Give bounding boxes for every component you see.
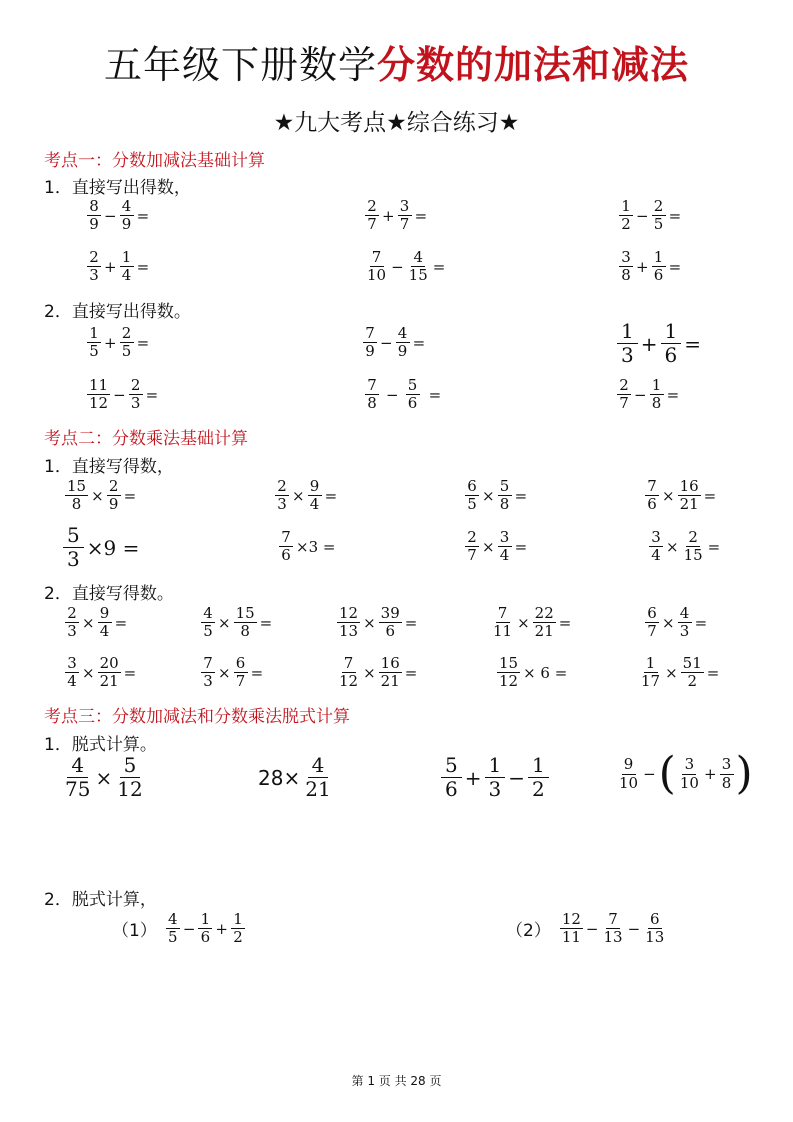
expr-s1q1-3: 1 2 − $\frac{2}{5}$ = [618, 198, 683, 234]
fraction: 2 3 [87, 249, 101, 285]
fraction: $\frac{2}{5}$ [120, 325, 134, 361]
fraction: $\frac{6}{5}$ [465, 478, 479, 514]
expr-s1q2-6: 2 7 − $\frac{1}{8}$ = [616, 377, 681, 413]
expr-s2q1-1: $\frac{15}{8}$ × $\frac{2}{9}$ = [67, 477, 137, 514]
fraction: $\frac{3}{8}$ [720, 756, 734, 792]
fraction: $\frac{7}{6}$ [279, 529, 293, 565]
expr-s1q1-1: 8 9 − $\frac{4}{9}$ = [86, 198, 151, 234]
section-heading-2: 考点二：分数乘法基础计算 [44, 429, 248, 449]
fraction: $\frac{15}{8}$ [67, 477, 87, 514]
fraction: 11 12 [89, 376, 109, 413]
fraction: $\frac{20}{21}$ [99, 654, 119, 691]
fraction: $\frac{51}{2}$ [682, 654, 702, 691]
expr-s1q1-6: 3 8 + $\frac{1}{6}$ = [618, 249, 683, 285]
fraction: 3 10 [679, 755, 699, 792]
expr-s1q1-5: 7 10 − $\frac{4}{15}$ = [367, 248, 446, 285]
fraction: $\frac{4}{9}$ [120, 198, 134, 234]
fraction: 7 9 [363, 325, 377, 361]
left-paren: ( [658, 748, 676, 799]
fraction: $\frac{2}{3}$ [65, 605, 79, 641]
fraction: 7 8 [365, 377, 379, 413]
expr-s3q1-4: 9 10 − ( 3 10 + $\frac{3}{8}$ ) [619, 748, 753, 799]
fraction: $\frac{15}{12}$ [499, 654, 519, 691]
fraction: $\frac{7}{12}$ [339, 654, 359, 691]
expr-s3q1-3: 5 6 + $\frac{1}{3}$ − $\frac{1}{2}$ [440, 754, 550, 801]
fraction: $\frac{9}{4}$ [98, 605, 112, 641]
fraction: 3 8 [619, 249, 633, 285]
fraction: 4 5 [166, 911, 180, 947]
fraction: $\frac{15}{8}$ [235, 604, 255, 641]
fraction: $\frac{4}{21}$ [305, 753, 331, 801]
fraction: 2 7 [617, 377, 631, 413]
expr-s1q2-3: 1 3 + $\frac{1}{6}$ = [616, 320, 703, 367]
expr-s3q1-1: $\frac{4}{75}$ × $\frac{5}{12}$ [65, 753, 143, 801]
question-2-2: 2．直接写得数。 [44, 584, 174, 604]
question-3-1: 1．脱式计算。 [44, 735, 157, 755]
fraction: 5 6 [441, 754, 462, 801]
fraction: $\frac{9}{4}$ [308, 478, 322, 514]
fraction: $\frac{2}{5}$ [652, 198, 666, 234]
right-paren: ) [735, 748, 753, 799]
fraction: $\frac{5}{8}$ [498, 478, 512, 514]
fraction: $\frac{1}{6}$ [198, 911, 212, 947]
expr-s2q1-5: $\frac{5}{3}$ ×9 = [62, 524, 141, 571]
fraction: $\frac{22}{21}$ [534, 604, 554, 641]
expr-s2q1-2: $\frac{2}{3}$ × $\frac{9}{4}$ = [274, 478, 339, 514]
fraction: $\frac{7}{13}$ [603, 910, 623, 947]
expr-s3q2-2: （2） 12 11 − $\frac{7}{13}$ − $\frac{6}{13}$ [506, 910, 665, 947]
fraction: $\frac{12}{13}$ [339, 604, 359, 641]
page-number: 第 1 页 共 28 页 [351, 1074, 442, 1088]
expr-s2q1-4: $\frac{7}{6}$ × $\frac{16}{21}$ = [644, 478, 718, 514]
fraction: $\frac{2}{9}$ [107, 478, 121, 514]
fraction: $\frac{1}{2}$ [528, 754, 549, 801]
fraction: $\frac{4}{75}$ [65, 753, 91, 801]
fraction: $\frac{5}{12}$ [117, 753, 143, 801]
fraction: $\frac{16}{21}$ [380, 654, 400, 691]
expr-s1q2-2: 7 9 − $\frac{4}{9}$ = [362, 325, 427, 361]
expr-s1q1-2: 2 7 + $\frac{3}{7}$ = [364, 198, 429, 234]
fraction: $\frac{39}{6}$ [380, 604, 400, 641]
fraction: $\frac{2}{7}$ [465, 529, 479, 565]
fraction: $\frac{4}{3}$ [678, 605, 692, 641]
fraction: $\frac{4}{5}$ [201, 605, 215, 641]
fraction: $\frac{1}{2}$ [231, 911, 245, 947]
expr-s3q2-1: （1） 4 5 − $\frac{1}{6}$ + $\frac{1}{2}$ [112, 911, 246, 947]
expr-s2q2-1: $\frac{2}{3}$ × $\frac{9}{4}$ = [64, 605, 129, 641]
question-2-1: 1．直接写得数， [44, 457, 174, 477]
expr-s2q2-5: $\frac{6}{7}$ × $\frac{4}{3}$ = [644, 605, 709, 641]
fraction: $\frac{2}{3}$ [129, 377, 143, 413]
fraction: $\frac{1}{3}$ [485, 754, 506, 801]
expr-s3q1-2: 28× $\frac{4}{21}$ [258, 753, 331, 801]
fraction: $\frac{1}{17}$ [641, 654, 661, 691]
expr-s2q2-8: $\frac{7}{12}$ × $\frac{16}{21}$ = [339, 654, 418, 691]
fraction: $\frac{1}{6}$ [652, 249, 666, 285]
expr-s1q2-1: 1 5 + $\frac{2}{5}$ = [86, 325, 151, 361]
page-title: 五年级下册数学分数的加法和减法 [103, 43, 690, 87]
expr-s2q1-7: $\frac{2}{7}$ × $\frac{3}{4}$ = [464, 529, 529, 565]
fraction: $\frac{6}{13}$ [645, 910, 665, 947]
expr-s1q2-4: 11 12 − $\frac{2}{3}$ = [89, 376, 159, 413]
fraction: 12 11 [561, 910, 581, 947]
question-3-2: 2．脱式计算， [44, 890, 157, 910]
fraction: $\frac{3}{4}$ [649, 529, 663, 565]
expr-s2q2-6: $\frac{3}{4}$ × $\frac{20}{21}$ = [64, 655, 138, 691]
fraction: $\frac{1}{6}$ [661, 320, 682, 367]
fraction: 9 10 [619, 755, 639, 792]
fraction: $\frac{1}{8}$ [650, 377, 664, 413]
fraction: $\frac{4}{9}$ [396, 325, 410, 361]
fraction: $\frac{1}{4}$ [120, 249, 134, 285]
fraction: 1 2 [619, 198, 633, 234]
fraction: $\frac{3}{4}$ [65, 655, 79, 691]
fraction: $\frac{2}{3}$ [275, 478, 289, 514]
fraction: $\frac{16}{21}$ [679, 477, 699, 514]
expr-s2q1-8: $\frac{3}{4}$ × $\frac{2}{15}$ = [648, 529, 722, 565]
expr-s2q2-3: $\frac{12}{13}$ × $\frac{39}{6}$ = [339, 604, 418, 641]
fraction: $\frac{3}{7}$ [398, 198, 412, 234]
expr-s2q2-2: $\frac{4}{5}$ × $\frac{15}{8}$ = [200, 605, 274, 641]
expr-s1q2-5: 7 8 − $\frac{5}{6}$ = [364, 377, 443, 413]
section-heading-3: 考点三：分数加减法和分数乘法脱式计算 [44, 707, 350, 727]
fraction: $\frac{7}{3}$ [201, 655, 215, 691]
expr-s2q2-10: $\frac{1}{17}$ × $\frac{51}{2}$ = [641, 654, 720, 691]
section-heading-1: 考点一：分数加减法基础计算 [44, 151, 265, 171]
fraction: $\frac{3}{4}$ [498, 529, 512, 565]
fraction: $\frac{7}{11}$ [493, 604, 513, 641]
fraction: 2 7 [365, 198, 379, 234]
fraction: 7 10 [367, 248, 387, 285]
expr-s2q1-6: $\frac{7}{6}$ ×3 = [278, 529, 337, 565]
fraction: $\frac{5}{6}$ [406, 377, 420, 413]
expr-s2q1-3: $\frac{6}{5}$ × $\frac{5}{8}$ = [464, 478, 529, 514]
expr-s2q2-4: $\frac{7}{11}$ × $\frac{22}{21}$ = [493, 604, 572, 641]
fraction: $\frac{6}{7}$ [234, 655, 248, 691]
page-subtitle: ★九大考点★综合练习★ [273, 110, 520, 136]
fraction: $\frac{4}{15}$ [408, 248, 428, 285]
fraction: $\frac{2}{15}$ [683, 528, 703, 565]
expr-s2q2-9: $\frac{15}{12}$ × 6 = [499, 654, 568, 691]
question-1-2: 2．直接写出得数。 [44, 302, 191, 322]
fraction: $\frac{5}{3}$ [63, 524, 84, 571]
fraction: 1 5 [87, 325, 101, 361]
fraction: 1 3 [617, 320, 638, 367]
fraction: $\frac{6}{7}$ [645, 605, 659, 641]
expr-s1q1-4: 2 3 + $\frac{1}{4}$ = [86, 249, 151, 285]
expr-s2q2-7: $\frac{7}{3}$ × $\frac{6}{7}$ = [200, 655, 265, 691]
fraction: $\frac{7}{6}$ [645, 478, 659, 514]
fraction: 8 9 [87, 198, 101, 234]
question-1-1: 1．直接写出得数， [44, 178, 191, 198]
